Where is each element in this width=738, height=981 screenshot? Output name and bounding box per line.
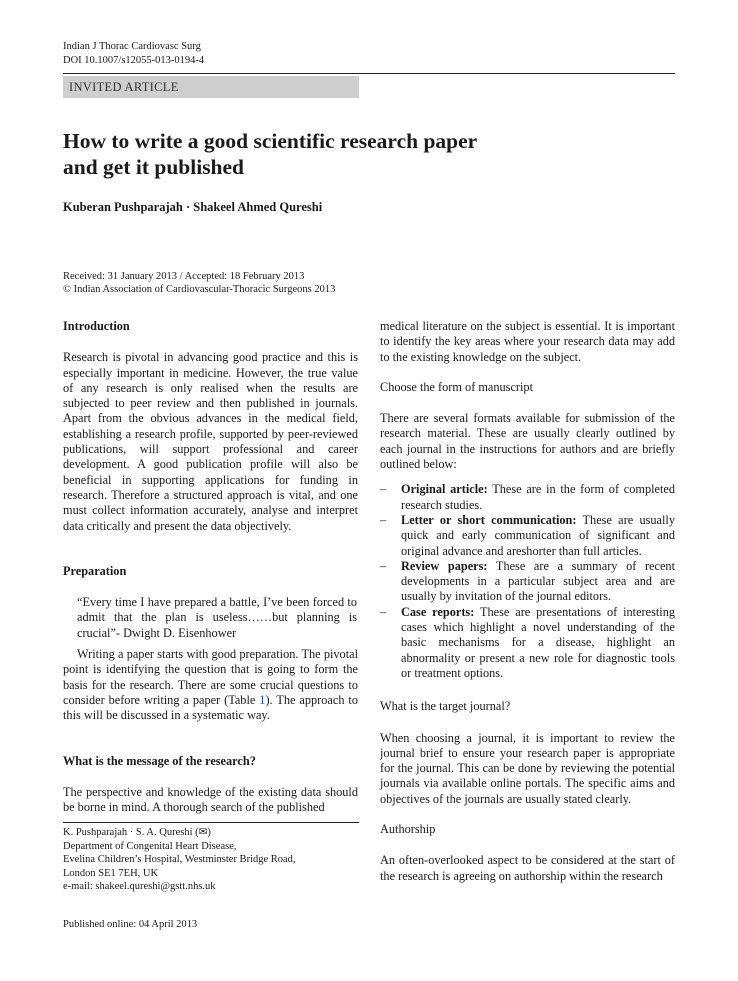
list-item: – Letter or short communication: These are usually quick and early communication of significant and original advance and areshorter than full articles. (380, 512, 675, 558)
title-line-2: and get it published (63, 155, 245, 179)
table-link[interactable]: 1 (259, 692, 266, 707)
left-column (63, 319, 358, 815)
target-journal-paragraph: When choosing a journal, it is important to review the journal brief to ensure your research paper is appropriate for the journal. This can be done by reviewing the potential journals via available online portals. The specific aims and objectives of the journals are usually stated clearly. (380, 730, 675, 806)
badge-label: INVITED ARTICLE (69, 80, 179, 94)
message-paragraph: The perspective and knowledge of the existing data should be borne in mind. A thorough search of the published (63, 784, 358, 815)
manuscript-form-paragraph: There are several formats available for submission of the research material. These are usually clearly outlined by each journal in the instructions for authors and are briefly outlined below: (380, 411, 675, 472)
title-line-1: How to write a good scientific research paper (63, 129, 478, 153)
copyright: © Indian Association of Cardiovascular-Thoracic Surgeons 2013 (63, 284, 336, 295)
list-item: – Case reports: These are presentations of interesting cases which highlight a novel understanding of the basic mechanisms for a disease, highlight an abnormality or present a new role for diagnostic tools or treatment options. (380, 604, 675, 680)
correspondence-footnote (63, 826, 296, 894)
footnote-rule (63, 822, 359, 823)
message-heading: What is the message of the research? (63, 753, 256, 768)
header-rule (63, 73, 675, 74)
continuation-paragraph: medical literature on the subject is essential. It is important to identify the key areas where your research data may add to the existing knowledge on the subject. (380, 319, 675, 364)
manuscript-types-list (380, 482, 675, 681)
received-dates: Received: 31 January 2013 / Accepted: 18 February 2013 (63, 271, 305, 282)
authorship-paragraph: An often-overlooked aspect to be considered at the start of the research is agreeing on authorship within the research (380, 853, 675, 883)
authors: Kuberan Pushparajah · Shakeel Ahmed Qureshi (63, 200, 323, 214)
preparation-paragraph (63, 647, 358, 723)
authorship-heading: Authorship (380, 822, 436, 837)
published-online: Published online: 04 April 2013 (63, 919, 198, 930)
preparation-heading: Preparation (63, 563, 127, 578)
intro-heading: Introduction (63, 319, 130, 333)
right-column (380, 319, 675, 884)
list-item: – Original article: These are in the form of completed research studies. (380, 482, 675, 512)
doi: DOI 10.1007/s12055-013-0194-4 (63, 55, 205, 66)
footnote-dept: Department of Congenital Heart Disease, (63, 840, 237, 852)
epigraph-quote: “Every time I have prepared a battle, I’ve been forced to admit that the plan is useless……but planning is crucial”- Dwight D. Eisenhower (77, 595, 357, 640)
prep-text-b: ). The approach to this will be discussed in a systematic way. (63, 692, 358, 723)
manuscript-form-heading: Choose the form of manuscript (380, 379, 533, 394)
article-title (63, 128, 623, 180)
footnote-authors: K. Pushparajah · S. A. Qureshi (✉) (63, 827, 211, 838)
article-type-badge (63, 76, 359, 98)
prep-text-a: Writing a paper starts with good preparation. The pivotal point is identifying the question that is going to form the basis for the research. There are some crucial questions to consider before writing a paper (Table (63, 647, 358, 707)
list-item: – Review papers: These are a summary of recent developments in a particular subject area and are usually by invitation of the journal editors. (380, 558, 675, 604)
journal-name: Indian J Thorac Cardiovasc Surg (63, 41, 201, 52)
footnote-city: London SE1 7EH, UK (63, 867, 159, 879)
intro-paragraph: Research is pivotal in advancing good practice and this is especially important in medicine. However, the true value of any research is only realised when the results are subjected to peer review and then published in journals. Apart from the obvious advances in the medical field, establishing a research profile, supported by peer-reviewed publications, will support professional and career development. A good publication profile will also be beneficial in supporting applications for funding in research. Therefore a structured approach is vital, and one must collect information accurately, analyse and interpret data critically and present the data objectively. (63, 350, 358, 533)
footnote-email[interactable]: e-mail: shakeel.qureshi@gstt.nhs.uk (63, 881, 216, 893)
footnote-hospital: Evelina Children’s Hospital, Westminster Bridge Road, (63, 854, 296, 866)
target-journal-heading: What is the target journal? (380, 699, 511, 714)
